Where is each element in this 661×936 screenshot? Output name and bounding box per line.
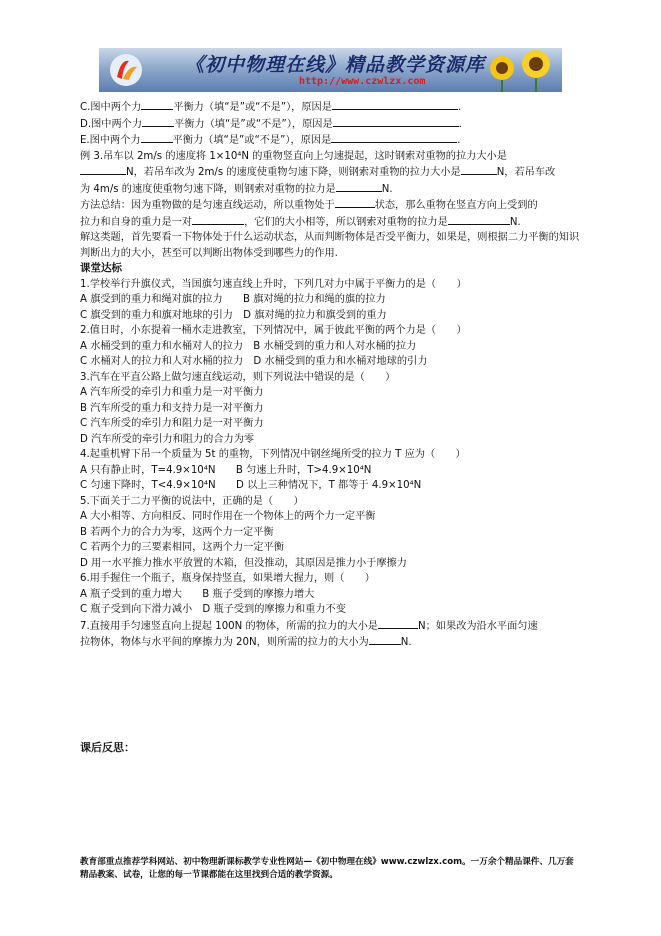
question-6-options-ab: A 瓶子受到的重力增大 B 瓶子受到的摩擦力增大 — [80, 588, 315, 600]
sunflower-icon — [472, 48, 562, 92]
question-4-options-ab: A 只有静止时，T=4.9×10⁴N B 匀速上升时，T>4.9×10⁴N — [80, 464, 372, 476]
question-3-option-c: C 汽车所受的牵引力和阻力是一对平衡力 — [80, 418, 264, 429]
question-4-options-cd: C 匀速下降时，T<4.9×10⁴N D 以上三种情况下，T 都等于 4.9×10⁴N — [80, 480, 422, 491]
question-6-options-cd: C 瓶子受到向下滑力减小 D 瓶子受到的摩擦力和重力不变 — [80, 604, 346, 615]
summary-line1: 方法总结：因为重物做的是匀速直线运动，所以重物处于 状态，那么重物在竖直方向上受到的 — [80, 197, 580, 214]
footer-text: 教育部重点推荐学科网站、初中物理新课标教学专业性网站—《初中物理在线》www.czwlzx.com。一万余个精品课件、几万套精品教案、试卷，让您的每一节课都能在这里找到合适的教学资源。 — [80, 857, 574, 880]
site-logo-icon — [109, 53, 143, 87]
question-5-option-b: B 若两个力的合力为零，这两个力一定平衡 — [80, 526, 274, 538]
section-title: 课堂达标 — [80, 262, 122, 274]
question-2: 2.值日时，小东提着一桶水走进教室，下列情况中，属于彼此平衡的两个力是（ ） — [80, 325, 467, 336]
example3-line1: 例 3.吊车以 2m/s 的速度将 1×10⁴N 的重物竖直向上匀速提起，这时钢索对重物的拉力大小是 — [80, 150, 507, 162]
example3-line2: N，若吊车改为 2m/s 的速度使重物匀速下降，则钢索对重物的拉力大小是 N，若吊车改 — [80, 164, 580, 181]
worksheet-body — [80, 99, 580, 651]
tip-paragraph: 解这类题，首先要看一下物体处于什么运动状态，从而判断物体是否受平衡力，如果是，则根据二力平衡的知识判断出力的大小，甚至可以判断出物体受到哪些力的作用. — [80, 232, 580, 259]
question-2-options-cd: C 水桶对人的拉力和人对水桶的拉力 D 水桶受到的重力和水桶对地球的引力 — [80, 356, 428, 367]
header-banner — [99, 48, 562, 92]
question-2-options-ab: A 水桶受到的重力和水桶对人的拉力 B 水桶受到的重力和人对水桶的拉力 — [80, 340, 417, 352]
question-1-options-cd: C 旗受到的重力和旗对地球的引力 D 旗对绳的拉力和旗受到的重力 — [80, 309, 387, 321]
question-5: 5.下面关于二力平衡的说法中，正确的是（ ） — [80, 495, 304, 507]
question-3-option-b: B 汽车所受的重力和支持力是一对平衡力 — [80, 402, 264, 414]
line-c: C.图中两个力 平衡力（填“是”或“不是”），原因是 . — [80, 99, 580, 116]
example3-line3: 为 4m/s 的速度使重物匀速下降，则钢索对重物的拉力是 N. — [80, 181, 580, 198]
summary-line2: 拉力和自身的重力是一对 ，它们的大小相等，所以钢索对重物的拉力是 N. — [80, 214, 580, 231]
question-5-option-c: C 若两个力的三要素相同，这两个力一定平衡 — [80, 542, 284, 553]
question-1-options-ab: A 旗受到的重力和绳对旗的拉力 B 旗对绳的拉力和绳的旗的拉力 — [80, 294, 386, 305]
question-7-line1: 7.直接用手匀速竖直向上提起 100N 的物体，所需的拉力的大小是 N；如果改为沿水平面匀速 — [80, 618, 580, 635]
question-3-option-d: D 汽车所受的牵引力和阻力的合力为零 — [80, 433, 255, 445]
question-5-option-d: D 用一水平推力推水平放置的木箱，但没推动，其原因是推力小于摩擦力 — [80, 557, 407, 569]
reflection-heading: 课后反思： — [80, 741, 135, 754]
question-6: 6.用手握住一个瓶子，瓶身保持竖直，如果增大握力，则（ ） — [80, 573, 375, 584]
banner-title: 《初中物理在线》精品教学资源库 — [185, 54, 486, 76]
question-1: 1.学校举行升旗仪式，当国旗匀速直线上升时，下列几对力中属于平衡力的是（ ） — [80, 278, 467, 290]
question-4: 4.起重机臂下吊一个质量为 5t 的重物，下列情况中钢丝绳所受的拉力 T 应为（ ） — [80, 449, 466, 460]
question-7-line2: 拉物体，物体与水平间的摩擦力为 20N，则所需的拉力的大小为 N. — [80, 634, 580, 651]
question-5-option-a: A 大小相等、方向相反、同时作用在一个物体上的两个力一定平衡 — [80, 511, 376, 522]
banner-url: http://www.czwlzx.com — [299, 76, 426, 87]
question-3-option-a: A 汽车所受的牵引力和重力是一对平衡力 — [80, 387, 264, 398]
line-d: D.图中两个力 平衡力（填“是”或“不是”），原因是 . — [80, 116, 580, 133]
question-3: 3.汽车在平直公路上做匀速直线运动，则下列说法中错误的是（ ） — [80, 371, 396, 383]
line-e: E.图中两个力 平衡力（填“是”或“不是”），原因是 . — [80, 132, 580, 149]
